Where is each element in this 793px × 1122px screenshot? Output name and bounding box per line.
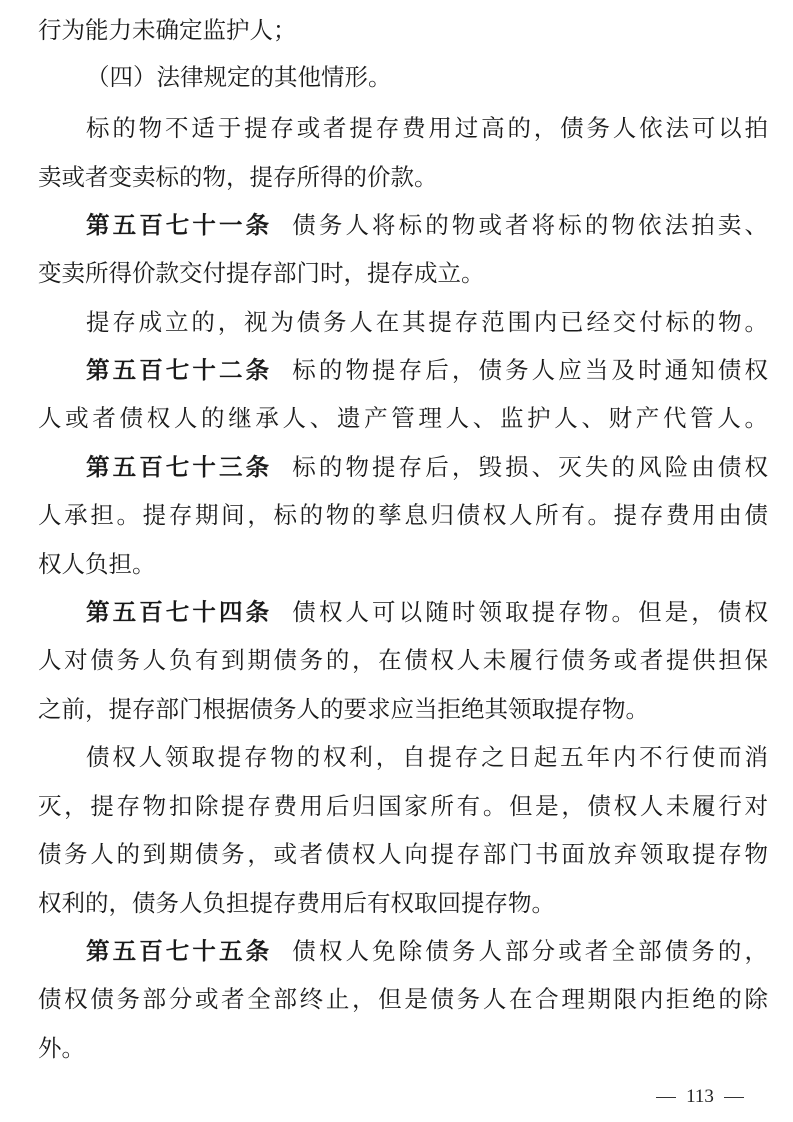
page-number-text: 113 bbox=[686, 1086, 714, 1107]
dash-right bbox=[724, 1097, 744, 1098]
article-heading: 第五百七十四条 bbox=[86, 598, 273, 626]
text-line bbox=[86, 302, 768, 342]
text-line bbox=[38, 979, 768, 1019]
text-line bbox=[38, 398, 768, 438]
line-text: 变卖所得价款交付提存部门时，提存成立。 bbox=[38, 259, 485, 287]
text-line bbox=[38, 834, 768, 874]
line-text: 提存成立的，视为债务人在其提存范围内已经交付标的物。 bbox=[86, 308, 768, 336]
line-text: 外。 bbox=[38, 1034, 85, 1062]
line-text: 债权债务部分或者全部终止，但是债务人在合理期限内拒绝的除 bbox=[38, 985, 768, 1013]
article-heading: 第五百七十五条 bbox=[86, 937, 273, 965]
text-line bbox=[86, 57, 768, 97]
line-text: 人承担。提存期间，标的物的孳息归债权人所有。提存费用由债 bbox=[38, 501, 768, 529]
line-text: 行为能力未确定监护人； bbox=[38, 16, 297, 44]
line-text: 债权人领取提存物的权利，自提存之日起五年内不行使而消 bbox=[86, 743, 768, 771]
line-text: 权利的，债务人负担提存费用后有权取回提存物。 bbox=[38, 889, 555, 917]
line-text: 标的物提存后，债务人应当及时通知债权 bbox=[292, 356, 768, 384]
line-text: 灭，提存物扣除提存费用后归国家所有。但是，债权人未履行对 bbox=[38, 792, 768, 820]
line-text: 债权人免除债务人部分或者全部债务的， bbox=[292, 937, 768, 965]
page-number bbox=[640, 1082, 760, 1112]
line-text: 权人负担。 bbox=[38, 550, 156, 578]
text-line bbox=[38, 786, 768, 826]
text-line bbox=[86, 737, 768, 777]
text-line bbox=[86, 108, 768, 148]
line-text: 债权人可以随时领取提存物。但是，债权 bbox=[292, 598, 768, 626]
text-line bbox=[38, 1028, 768, 1068]
line-text: 人或者债权人的继承人、遗产管理人、监护人、财产代管人。 bbox=[38, 404, 768, 432]
dash-left bbox=[656, 1097, 676, 1098]
line-text: 债务人将标的物或者将标的物依法拍卖、 bbox=[292, 211, 768, 239]
article-heading: 第五百七十三条 bbox=[86, 453, 273, 481]
text-line bbox=[38, 495, 768, 535]
text-line bbox=[38, 10, 768, 50]
article-573-line bbox=[86, 447, 768, 487]
text-line bbox=[38, 640, 768, 680]
article-571-line bbox=[86, 205, 768, 245]
line-text: 之前，提存部门根据债务人的要求应当拒绝其领取提存物。 bbox=[38, 695, 649, 723]
line-text: 标的物提存后，毁损、灭失的风险由债权 bbox=[292, 453, 768, 481]
article-575-line bbox=[86, 931, 768, 971]
line-text: 人对债务人负有到期债务的，在债权人未履行债务或者提供担保 bbox=[38, 646, 768, 674]
text-line bbox=[38, 544, 768, 584]
text-line bbox=[38, 883, 768, 923]
line-text: 卖或者变卖标的物，提存所得的价款。 bbox=[38, 163, 438, 191]
article-574-line bbox=[86, 592, 768, 632]
line-text: 标的物不适于提存或者提存费用过高的，债务人依法可以拍 bbox=[86, 114, 768, 142]
line-text: 债务人的到期债务，或者债权人向提存部门书面放弃领取提存物 bbox=[38, 840, 768, 868]
article-heading: 第五百七十二条 bbox=[86, 356, 273, 384]
text-line bbox=[38, 253, 768, 293]
line-text: （四）法律规定的其他情形。 bbox=[86, 63, 392, 91]
article-heading: 第五百七十一条 bbox=[86, 211, 273, 239]
text-line bbox=[38, 689, 768, 729]
text-line bbox=[38, 157, 768, 197]
article-572-line bbox=[86, 350, 768, 390]
